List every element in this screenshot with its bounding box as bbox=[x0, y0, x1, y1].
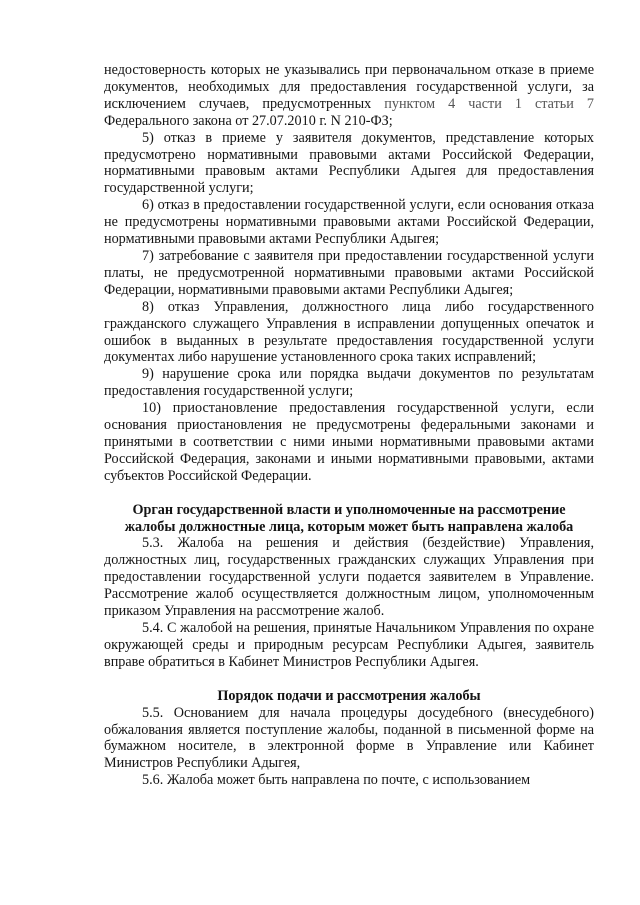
spacer bbox=[104, 485, 594, 502]
paragraph-5-4: 5.4. С жалобой на решения, принятые Начальником Управления по охране окружающей среды и природным ресурсам Республики Адыгея, заявитель вправе обратиться в Кабинет Министров Республики Адыгея. bbox=[104, 620, 594, 670]
law-reference-link-text: пунктом 4 части 1 статьи 7 bbox=[384, 95, 595, 112]
document-page bbox=[104, 62, 594, 789]
list-item-10: 10) приостановление предоставления государственной услуги, если основания приостановления не предусмотрены федеральными законами и принятыми в соответствии с ними иными нормативными правовыми актами Российской Федерация, законами и иными нормативными правовыми, актами субъектов Российской Федерации. bbox=[104, 400, 594, 484]
list-item-7: 7) затребование с заявителя при предоставлении государственной услуги платы, не предусмотренной нормативными правовыми актами Российской Федерации, нормативными правовыми актами Республики Адыгея; bbox=[104, 247, 594, 298]
paragraph-5-6: 5.6. Жалоба может быть направлена по почте, с использованием bbox=[142, 772, 531, 789]
spacer bbox=[104, 671, 594, 688]
section-heading-2: Порядок подачи и рассмотрения жалобы bbox=[217, 687, 481, 704]
list-item-5: 5) отказ в приеме у заявителя документов, представление которых предусмотрено нормативными правовыми актами Российской Федерации, нормативными правовым актами Республики Адыгея для предоставления государственной услуги; bbox=[104, 129, 594, 197]
text-run: Федерального закона от 27.07.2010 г. N 210-ФЗ; bbox=[104, 112, 393, 129]
list-item-9: 9) нарушение срока или порядка выдачи документов по результатам предоставления государственной услуги; bbox=[104, 366, 594, 400]
paragraph-5-3: 5.3. Жалоба на решения и действия (бездействие) Управления, должностных лиц, государственных гражданских служащих Управления при предоставлении государственной услуги подается заявителем в Управление. Рассмотрение жалоб осуществляется должностным лицом, уполномоченным приказом Управления на рассмотрение жалоб. bbox=[104, 535, 594, 620]
list-item-6: 6) отказ в предоставлении государственной услуги, если основания отказа не предусмотрены нормативными правовыми актами Российской Федерации, нормативными правовыми актами Республики Адыгея; bbox=[104, 197, 594, 248]
paragraph-continuation bbox=[104, 62, 594, 130]
list-item-8: 8) отказ Управления, должностного лица либо государственного гражданского служащего Управления в исправлении допущенных опечаток и ошибок в выданных в результате предоставления государственной услуги документах либо нарушение установленного срока таких исправлений; bbox=[104, 298, 594, 366]
paragraph-5-5: 5.5. Основанием для начала процедуры досудебного (внесудебного) обжалования является поступление жалобы, поданной в письменной форме на бумажном носителе, в электронной форме в Управление или Кабинет Министров Республики Адыгея, bbox=[104, 704, 594, 772]
section-heading-line-2: жалобы должностные лица, которым может быть направлена жалоба bbox=[124, 518, 574, 535]
text-run: недостоверность которых не указывались при первоначальном отказе в приеме документов, необходимых для предоставления государственной услуги, за исключением случаев, предусмотренных bbox=[104, 62, 594, 112]
section-heading-line-1: Орган государственной власти и уполномоченные на рассмотрение bbox=[132, 501, 566, 518]
